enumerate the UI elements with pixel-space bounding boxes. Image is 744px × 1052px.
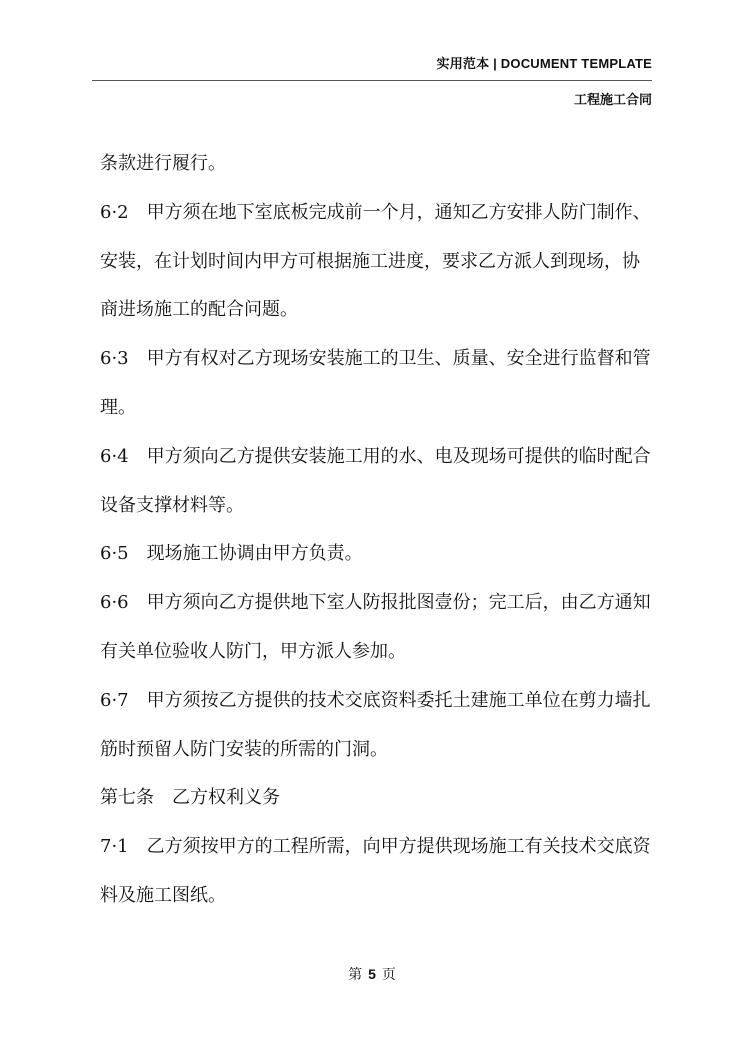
clause-6-5: 6·5 现场施工协调由甲方负责。 (100, 543, 363, 565)
page-suffix: 页 (381, 967, 396, 983)
clause-6-4: 6·4 甲方须向乙方提供安装施工用的水、电及现场可提供的临时配合设备支撑材料等。 (100, 445, 651, 516)
page-prefix: 第 (348, 967, 363, 983)
document-body (100, 140, 656, 921)
document-subtitle: 工程施工合同 (573, 92, 652, 107)
clause-6-7: 6·7 甲方须按乙方提供的技术交底资料委托土建施工单位在剪力墙扎筋时预留人防门安装的所需的门洞。 (100, 689, 651, 760)
clause-7-1: 7·1 乙方须按甲方的工程所需，向甲方提供现场施工有关技术交底资料及施工图纸。 (100, 836, 651, 906)
clause-6-2: 6·2 甲方须在地下室底板完成前一个月，通知乙方安排人防门制作、安装，在计划时间内甲方可根据施工进度，要求乙方派人到现场，协商进场施工的配合问题。 (100, 201, 651, 321)
clause-6-3: 6·3 甲方有权对乙方现场安装施工的卫生、质量、安全进行监督和管理。 (100, 348, 651, 418)
page-number: 5 (368, 966, 376, 982)
header-title: 实用范本 | DOCUMENT TEMPLATE (436, 56, 652, 71)
page-footer (0, 964, 744, 984)
paragraph-continuation: 条款进行履行。 (100, 153, 226, 174)
article-7-heading: 第七条 乙方权利义务 (100, 787, 280, 809)
clause-6-6: 6·6 甲方须向乙方提供地下室人防报批图壹份；完工后，由乙方通知有关单位验收人防门，甲方派人参加。 (100, 592, 651, 662)
header-divider (92, 80, 652, 81)
